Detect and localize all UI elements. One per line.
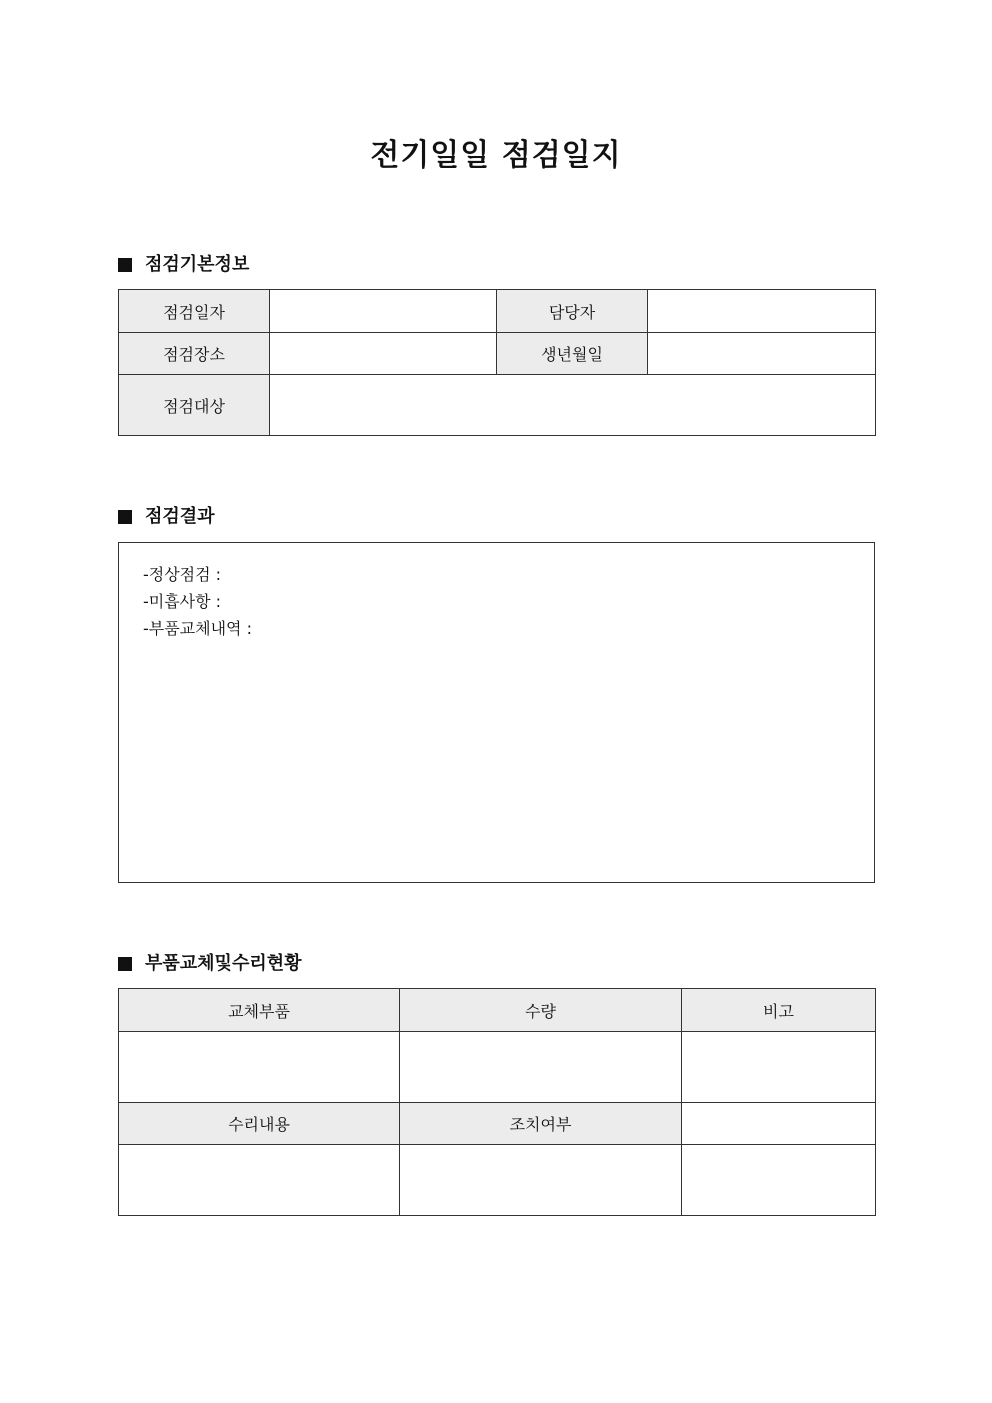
black-square-icon [118,510,132,524]
section-heading-result [118,505,215,529]
inspection-place-field[interactable] [270,333,497,375]
section-heading-label: 점검기본정보 [145,254,250,275]
normal-inspection-line: -정상점검 : [143,565,222,584]
table-row [119,989,876,1032]
section-heading-basic-info [118,253,249,277]
repair-remarks-field[interactable] [682,1145,876,1216]
parts-replacement-line: -부품교체내역 : [143,619,252,638]
table-row [119,1145,876,1216]
manager-label: 담당자 [497,290,648,333]
inspection-place-label: 점검장소 [119,333,270,375]
quantity-field[interactable] [400,1032,682,1103]
parts-repair-table [118,988,876,1216]
result-box[interactable] [118,542,875,883]
section-heading-parts-repair [118,952,302,976]
quantity-label: 수량 [400,989,682,1032]
section-heading-label: 점검결과 [145,506,215,527]
manager-field[interactable] [648,290,876,333]
basic-info-table [118,289,876,436]
action-status-label: 조치여부 [400,1103,682,1145]
black-square-icon [118,258,132,272]
table-row [119,1032,876,1103]
result-lines [143,561,252,642]
table-row [119,1103,876,1145]
repair-details-field[interactable] [119,1145,400,1216]
birth-date-field[interactable] [648,333,876,375]
birth-date-label: 생년월일 [497,333,648,375]
replaced-parts-field[interactable] [119,1032,400,1103]
inspection-date-field[interactable] [270,290,497,333]
section-heading-label: 부품교체및수리현황 [145,953,302,974]
inspection-target-field[interactable] [270,375,876,436]
table-row [119,375,876,436]
remarks-field[interactable] [682,1032,876,1103]
blank-cell[interactable] [682,1103,876,1145]
table-row [119,290,876,333]
black-square-icon [118,957,132,971]
repair-details-label: 수리내용 [119,1103,400,1145]
inspection-target-label: 점검대상 [119,375,270,436]
inspection-date-label: 점검일자 [119,290,270,333]
replaced-parts-label: 교체부품 [119,989,400,1032]
deficiency-line: -미흡사항 : [143,592,222,611]
action-status-field[interactable] [400,1145,682,1216]
document-title: 전기일일 점검일지 [370,138,622,173]
table-row [119,333,876,375]
remarks-label: 비고 [682,989,876,1032]
